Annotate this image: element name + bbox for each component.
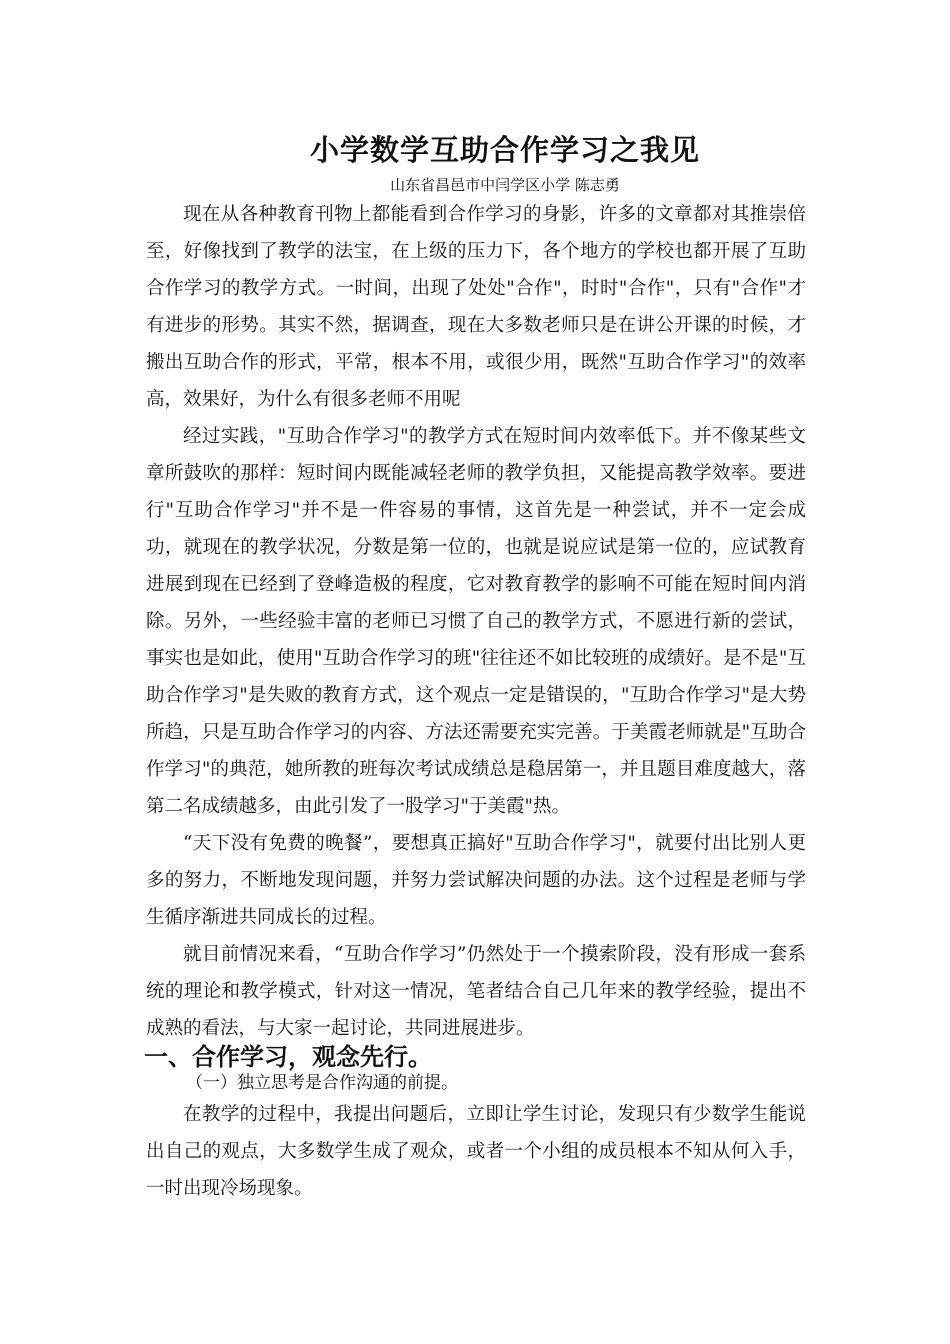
section-body — [146, 1096, 806, 1207]
section-heading: 一、合作学习，观念先行。 — [144, 1042, 432, 1071]
author-line: 山东省昌邑市中闫学区小学 陈志勇 — [390, 176, 620, 194]
paragraph-1: 现在从各种教育刊物上都能看到合作学习的身影，许多的文章都对其推崇倍至，好像找到了教学的法宝，在上级的压力下，各个地方的学校也都开展了互助合作学习的教学方式。一时间，出现了处处"合作"，时时"合作"，只有"合作"才有进步的形势。其实不然，据调查，现在大多数老师只是在讲公开课的时候，才搬出互助合作的形式，平常，根本不用，或很少用，既然"互助合作学习"的效率高，效果好，为什么有很多老师不用呢 — [146, 204, 806, 410]
paragraph-2: 经过实践，"互助合作学习"的教学方式在短时间内效率低下。并不像某些文章所鼓吹的那样：短时间内既能减轻老师的教学负担，又能提高教学效率。要进行"互助合作学习"并不是一件容易的事情，这首先是一种尝试，并不一定会成功，就现在的教学状况，分数是第一位的，也就是说应试是第一位的，应试教育进展到现在已经到了登峰造极的程度，它对教育教学的影响不可能在短时间内消除。另外，一些经验丰富的老师已习惯了自己的教学方式，不愿进行新的尝试，事实也是如此，使用"互助合作学习的班"往往还不如比较班的成绩好。是不是"互助合作学习"是失败的教育方式，这个观点一定是错误的，"互助合作学习"是大势所趋，只是互助合作学习的内容、方法还需要充实完善。于美霞老师就是"互助合作学习"的典范，她所教的班每次考试成绩总是稳居第一，并且题目难度越大，落第二名成绩越多，由此引发了一股学习"于美霞"热。 — [146, 426, 806, 817]
paragraph-3: “天下没有免费的晚餐”，要想真正搞好"互助合作学习"，就要付出比别人更多的努力，不断地发现问题，并努力尝试解决问题的办法。这个过程是老师与学生循序渐进共同成长的过程。 — [146, 833, 806, 928]
paragraph-4: 就目前情况来看，“互助合作学习”仍然处于一个摸索阶段，没有形成一套系统的理论和教学模式，针对这一情况，笔者结合自己几年来的教学经验，提出不成熟的看法，与大家一起讨论，共同进展进步。 — [146, 944, 806, 1039]
subsection-heading: （一）独立思考是合作沟通的前提。 — [186, 1073, 458, 1093]
body-text — [146, 196, 806, 1047]
document-title: 小学数学互助合作学习之我见 — [309, 133, 700, 167]
section-paragraph: 在教学的过程中，我提出问题后，立即让学生讨论，发现只有少数学生能说出自己的观点，大多数学生成了观众，或者一个小组的成员根本不知从何入手，一时出现冷场现象。 — [146, 1104, 806, 1199]
